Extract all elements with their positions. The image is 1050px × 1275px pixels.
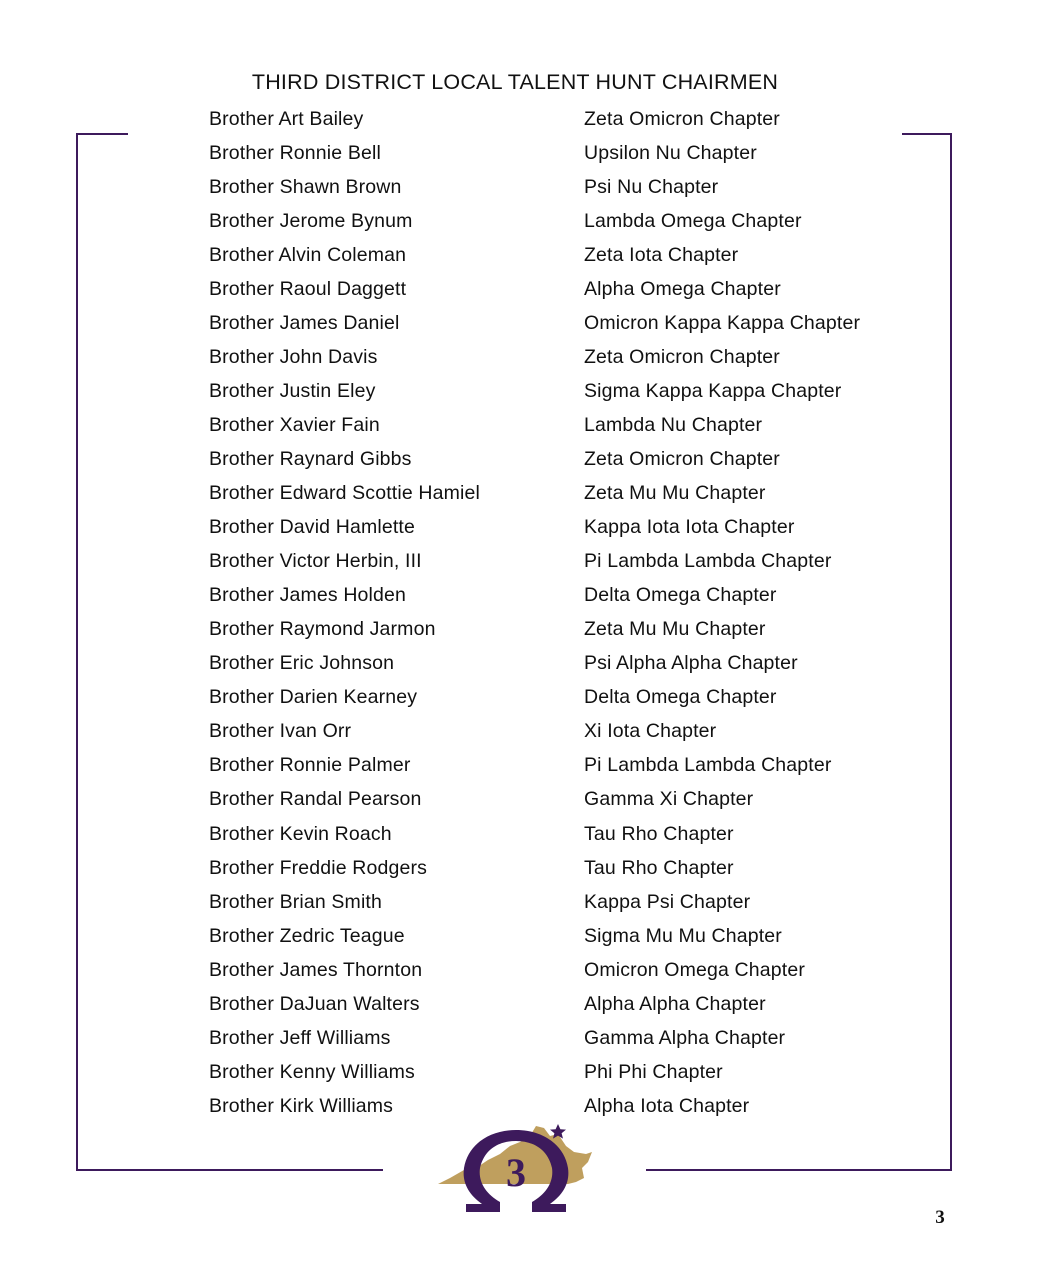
chairman-name: Brother James Holden xyxy=(209,584,407,607)
chapter-name: Omicron Omega Chapter xyxy=(584,958,805,981)
logo-numeral: 3 xyxy=(506,1150,526,1195)
page-number: 3 xyxy=(935,1207,945,1228)
chairman-name: Brother Alvin Coleman xyxy=(209,243,407,266)
list-item xyxy=(209,1089,929,1123)
chapter-name: Zeta Iota Chapter xyxy=(584,243,739,266)
list-item xyxy=(209,681,929,715)
chairman-name: Brother Raymond Jarmon xyxy=(209,618,436,641)
chapter-name: Delta Omega Chapter xyxy=(584,584,777,607)
chairman-name: Brother John Davis xyxy=(209,345,378,368)
chapter-name: Zeta Omicron Chapter xyxy=(584,107,780,130)
list-item xyxy=(209,374,929,408)
chapter-name: Sigma Mu Mu Chapter xyxy=(584,924,782,947)
chapter-name: Delta Omega Chapter xyxy=(584,686,777,709)
chairman-name: Brother Jeff Williams xyxy=(209,1026,391,1049)
chairman-name: Brother Eric Johnson xyxy=(209,652,395,675)
omega-virginia-logo-icon xyxy=(436,1122,596,1214)
frame-right-side xyxy=(950,133,952,1171)
chairman-name: Brother DaJuan Walters xyxy=(209,992,420,1015)
frame-bottom-right-segment xyxy=(646,1169,952,1171)
list-item xyxy=(209,408,929,442)
list-item xyxy=(209,613,929,647)
chairman-name: Brother Victor Herbin, III xyxy=(209,550,422,573)
chairmen-list xyxy=(209,102,929,1123)
list-item xyxy=(209,715,929,749)
list-item xyxy=(209,545,929,579)
chapter-name: Gamma Xi Chapter xyxy=(584,788,754,811)
chapter-name: Sigma Kappa Kappa Chapter xyxy=(584,379,842,402)
chairman-name: Brother Raynard Gibbs xyxy=(209,447,412,470)
list-item xyxy=(209,340,929,374)
chapter-name: Alpha Iota Chapter xyxy=(584,1094,750,1117)
list-item xyxy=(209,511,929,545)
chapter-name: Psi Alpha Alpha Chapter xyxy=(584,652,798,675)
list-item xyxy=(209,817,929,851)
chapter-name: Lambda Nu Chapter xyxy=(584,413,763,436)
chapter-name: Lambda Omega Chapter xyxy=(584,209,802,232)
list-item xyxy=(209,477,929,511)
list-item xyxy=(209,1055,929,1089)
chapter-name: Alpha Alpha Chapter xyxy=(584,992,766,1015)
chairman-name: Brother Jerome Bynum xyxy=(209,209,413,232)
page-title: THIRD DISTRICT LOCAL TALENT HUNT CHAIRMEN xyxy=(251,70,779,94)
frame-bottom-left-segment xyxy=(76,1169,383,1171)
chapter-name: Phi Phi Chapter xyxy=(584,1060,723,1083)
chapter-name: Gamma Alpha Chapter xyxy=(584,1026,786,1049)
chapter-name: Alpha Omega Chapter xyxy=(584,277,781,300)
chairman-name: Brother Edward Scottie Hamiel xyxy=(209,482,480,505)
chapter-name: Omicron Kappa Kappa Chapter xyxy=(584,311,861,334)
chairman-name: Brother Kenny Williams xyxy=(209,1060,415,1083)
chairman-name: Brother Kevin Roach xyxy=(209,822,392,845)
list-item xyxy=(209,885,929,919)
chapter-name: Zeta Omicron Chapter xyxy=(584,345,780,368)
chairman-name: Brother Art Bailey xyxy=(209,107,364,130)
chapter-name: Upsilon Nu Chapter xyxy=(584,141,757,164)
list-item xyxy=(209,919,929,953)
list-item xyxy=(209,170,929,204)
chairman-name: Brother Freddie Rodgers xyxy=(209,856,428,879)
chairman-name: Brother Brian Smith xyxy=(209,890,382,913)
chapter-name: Zeta Omicron Chapter xyxy=(584,447,780,470)
chairman-name: Brother David Hamlette xyxy=(209,516,415,539)
chapter-name: Tau Rho Chapter xyxy=(584,856,734,879)
frame-left-side xyxy=(76,133,78,1171)
list-item xyxy=(209,987,929,1021)
list-item xyxy=(209,647,929,681)
list-item xyxy=(209,306,929,340)
chairman-name: Brother Randal Pearson xyxy=(209,788,422,811)
chapter-name: Zeta Mu Mu Chapter xyxy=(584,618,766,641)
chairman-name: Brother James Thornton xyxy=(209,958,423,981)
frame-top-left-segment xyxy=(76,133,128,135)
list-item xyxy=(209,238,929,272)
chapter-name: Kappa Iota Iota Chapter xyxy=(584,516,795,539)
list-item xyxy=(209,851,929,885)
chairman-name: Brother James Daniel xyxy=(209,311,400,334)
list-item xyxy=(209,1021,929,1055)
list-item xyxy=(209,783,929,817)
chairman-name: Brother Xavier Fain xyxy=(209,413,380,436)
list-item xyxy=(209,102,929,136)
chairman-name: Brother Zedric Teague xyxy=(209,924,405,947)
chapter-name: Pi Lambda Lambda Chapter xyxy=(584,550,832,573)
list-item xyxy=(209,204,929,238)
chairman-name: Brother Kirk Williams xyxy=(209,1094,394,1117)
chairman-name: Brother Ronnie Bell xyxy=(209,141,381,164)
chapter-name: Kappa Psi Chapter xyxy=(584,890,751,913)
list-item xyxy=(209,136,929,170)
chapter-name: Tau Rho Chapter xyxy=(584,822,734,845)
chairman-name: Brother Shawn Brown xyxy=(209,175,402,198)
list-item xyxy=(209,442,929,476)
chapter-name: Zeta Mu Mu Chapter xyxy=(584,482,766,505)
chairman-name: Brother Ivan Orr xyxy=(209,720,352,743)
list-item xyxy=(209,953,929,987)
list-item xyxy=(209,749,929,783)
chapter-name: Pi Lambda Lambda Chapter xyxy=(584,754,832,777)
chairman-name: Brother Justin Eley xyxy=(209,379,376,402)
list-item xyxy=(209,272,929,306)
chapter-name: Psi Nu Chapter xyxy=(584,175,719,198)
list-item xyxy=(209,579,929,613)
chairman-name: Brother Ronnie Palmer xyxy=(209,754,411,777)
chairman-name: Brother Raoul Daggett xyxy=(209,277,407,300)
chapter-name: Xi Iota Chapter xyxy=(584,720,717,743)
chairman-name: Brother Darien Kearney xyxy=(209,686,418,709)
